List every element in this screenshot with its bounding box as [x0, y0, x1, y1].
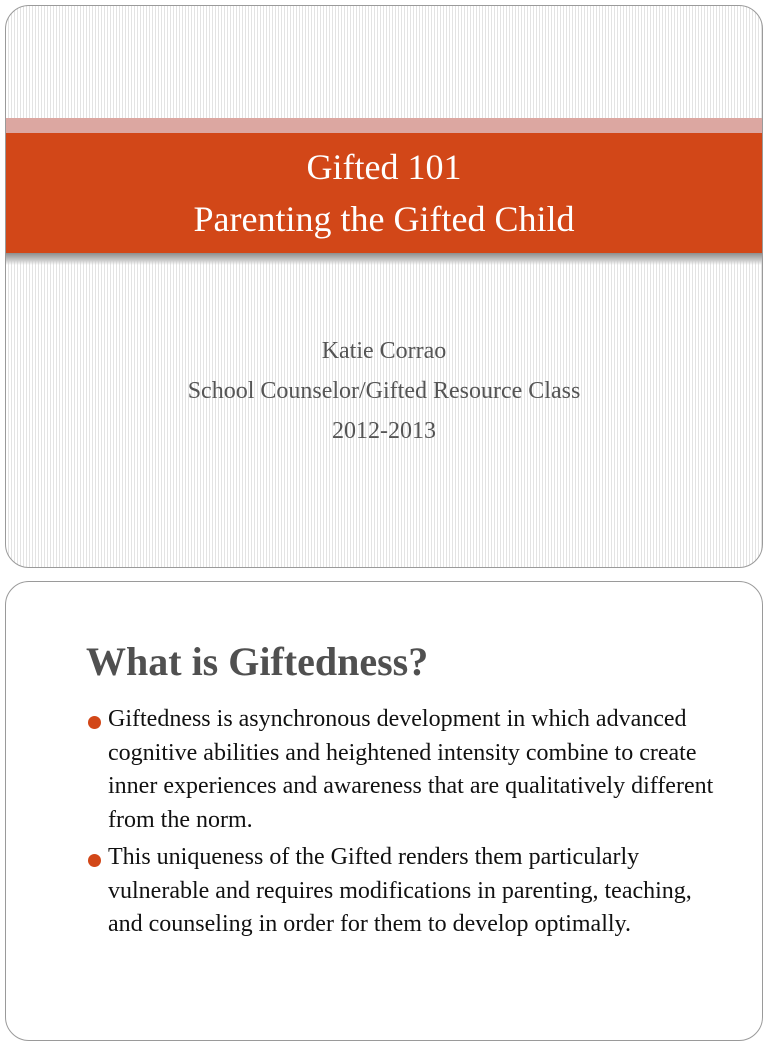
list-item [86, 703, 726, 837]
slide-title-line-2: Parenting the Gifted Child [193, 199, 575, 239]
title-band-highlight [6, 118, 762, 133]
presenter-role: School Counselor/Gifted Resource Class [187, 378, 581, 404]
content-slide [5, 581, 763, 1041]
subtitle-block [6, 331, 762, 451]
school-years: 2012-2013 [332, 418, 436, 444]
title-band [6, 133, 762, 253]
bullet-list [86, 703, 726, 946]
bullet-text: Giftedness is asynchronous development in which advanced cognitive abilities and heightened intensity combine to create inner experiences and awareness that are qualitatively different from the norm. [108, 706, 714, 833]
bullet-dot-icon [88, 854, 101, 867]
slide-title-line-1: Gifted 101 [306, 147, 462, 187]
title-band-shadow [6, 253, 762, 265]
list-item [86, 841, 726, 942]
title-slide [5, 5, 763, 568]
bullet-dot-icon [88, 716, 101, 729]
bullet-text: This uniqueness of the Gifted renders them particularly vulnerable and requires modifications in parenting, teaching, and counseling in order for them to develop optimally. [108, 844, 692, 937]
slide-heading: What is Giftedness? [86, 639, 429, 684]
presenter-name: Katie Corrao [321, 338, 447, 364]
